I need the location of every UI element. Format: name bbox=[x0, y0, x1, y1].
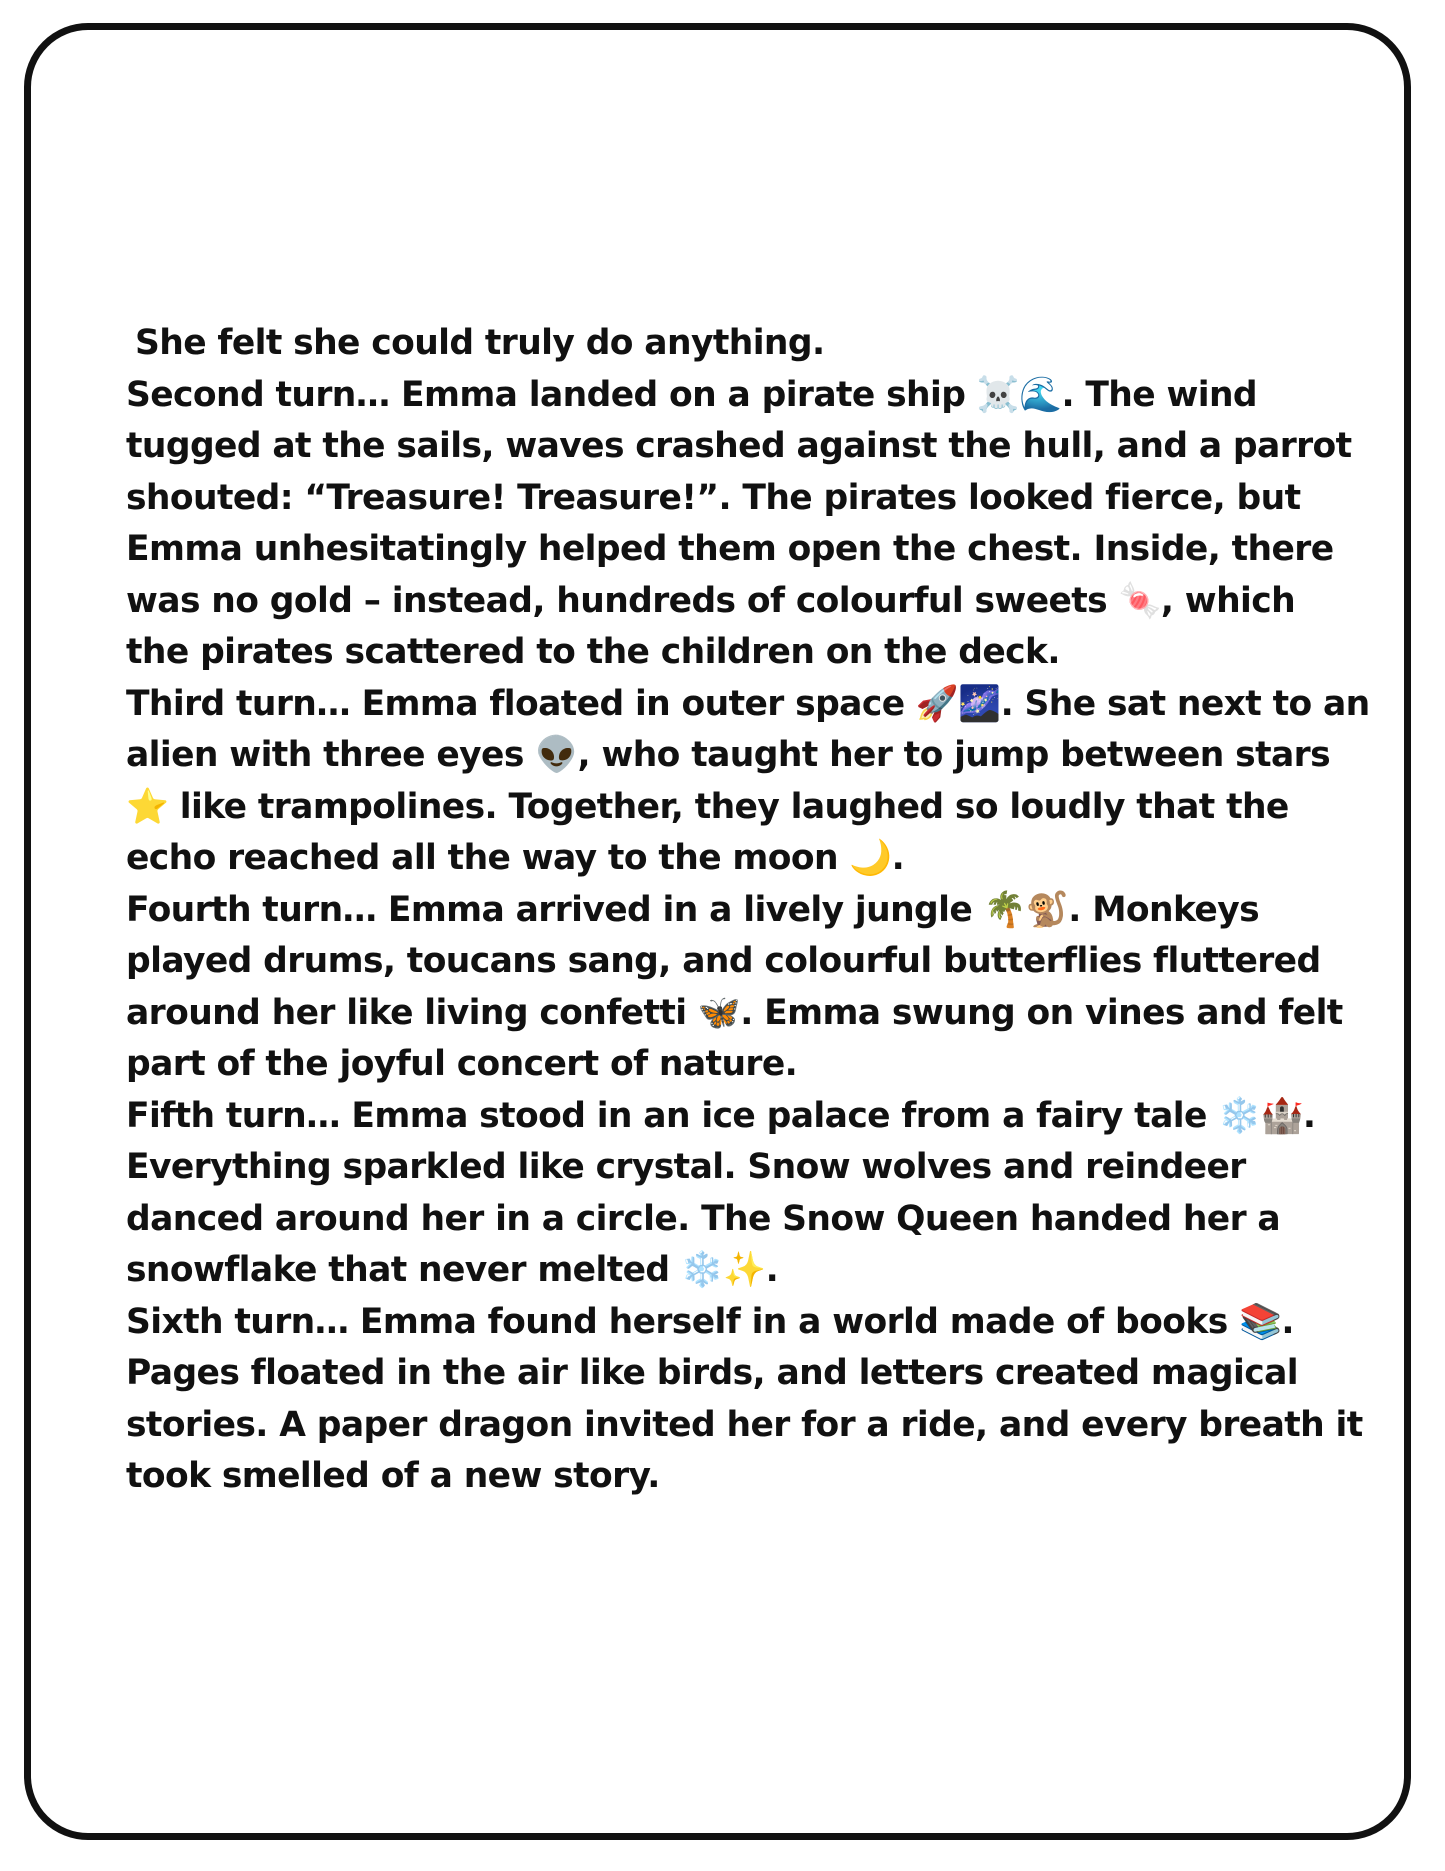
story-line: Everything sparkled like crystal. Snow wolves and reindeer bbox=[126, 1147, 1246, 1187]
story-line: danced around her in a circle. The Snow Queen handed her a bbox=[126, 1198, 1281, 1239]
story-line: ⭐ like trampolines. Together, they laughed so loudly that the bbox=[126, 786, 1289, 827]
story-line: Pages floated in the air like birds, and letters created magical bbox=[126, 1353, 1299, 1393]
story-line: Fourth turn… Emma arrived in a lively jungle 🌴🐒. Monkeys bbox=[126, 889, 1260, 930]
story-line: Sixth turn… Emma found herself in a world made of books 📚. bbox=[126, 1301, 1294, 1342]
story-line: Emma unhesitatingly helped them open the chest. Inside, there bbox=[126, 529, 1334, 569]
story-line: played drums, toucans sang, and colourful butterflies fluttered bbox=[126, 941, 1321, 981]
story-line: part of the joyful concert of nature. bbox=[126, 1044, 798, 1084]
story-line: echo reached all the way to the moon 🌙. bbox=[126, 838, 905, 878]
story-line: was no gold – instead, hundreds of colourful sweets 🍬, which bbox=[126, 580, 1296, 621]
story-line: tugged at the sails, waves crashed against the hull, and a parrot bbox=[126, 426, 1352, 466]
story-line: snowflake that never melted ❄️✨. bbox=[126, 1250, 779, 1290]
story-line: Fifth turn… Emma stood in an ice palace from a fairy tale ❄️🏰. bbox=[126, 1095, 1316, 1136]
story-line: around her like living confetti 🦋. Emma swung on vines and felt bbox=[126, 992, 1343, 1033]
story-line: stories. A paper dragon invited her for a ride, and every breath it bbox=[126, 1404, 1363, 1445]
story-line: She felt she could truly do anything. bbox=[135, 323, 825, 363]
story-line: alien with three eyes 👽, who taught her to jump between stars bbox=[126, 735, 1331, 775]
story-line: the pirates scattered to the children on the deck. bbox=[126, 632, 1060, 672]
story-line: shouted: “Treasure! Treasure!”. The pirates looked fierce, but bbox=[126, 477, 1301, 518]
story-line: Third turn… Emma floated in outer space 🚀🌌. She sat next to an bbox=[126, 683, 1370, 724]
story-line: Second turn… Emma landed on a pirate ship ☠️🌊. The wind bbox=[126, 374, 1258, 415]
story-line: took smelled of a new story. bbox=[126, 1456, 660, 1496]
story-text bbox=[126, 318, 1370, 1503]
